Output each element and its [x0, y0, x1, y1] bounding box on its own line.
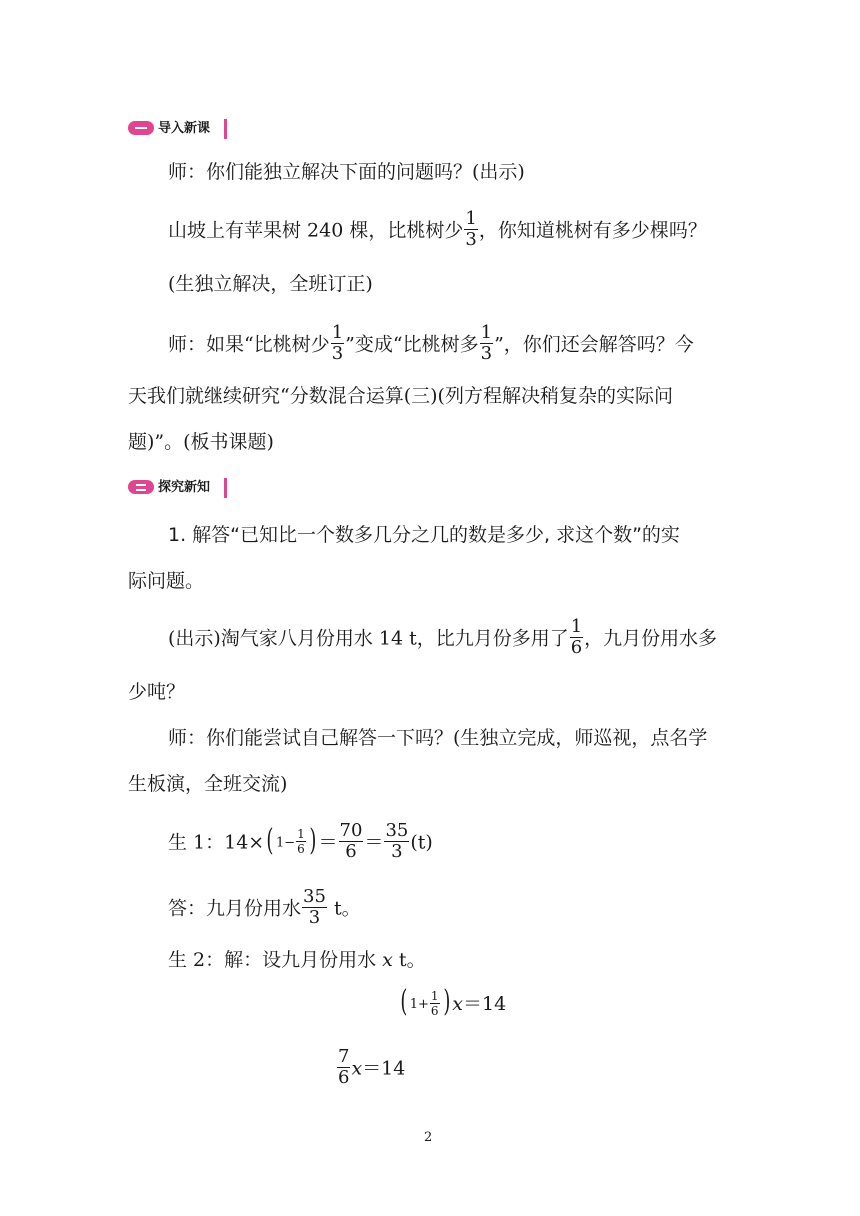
fraction-one-third: $\frac{1}{3}$	[480, 322, 493, 364]
fraction-one-third: $\frac{1}{3}$	[331, 322, 344, 364]
page-number: 2	[424, 1130, 433, 1145]
paragraph: 生板演，全班交流)	[128, 773, 288, 795]
paragraph: 山坡上有苹果树 240 棵，比桃树少 $\frac{1}{3}$ ，你知道桃树有多少棵吗？	[168, 208, 707, 250]
subheading: 际问题。	[128, 570, 205, 592]
paragraph: 师：如果“比桃树少 $\frac{1}{3}$ ”变成“比桃树多 $\frac{1}{3}$ ”，你们还会解答吗？今	[168, 322, 694, 364]
fraction-one-sixth: $\frac{1}{6}$	[297, 827, 305, 856]
paragraph: 师：你们能独立解决下面的问题吗？(出示)	[168, 161, 525, 183]
solution-line-1: 生 1：14×( 1− $\frac{1}{6}$ ) ＝ $\frac{70}{6}$ ＝ $\frac{35}{3}$ (t)	[168, 820, 433, 862]
fraction-thirtyfive-thirds: $\frac{35}{3}$	[303, 886, 326, 928]
subheading: 1. 解答“已知比一个数多几分之几的数是多少, 求这个数”的实	[168, 524, 680, 546]
solution-line-2: 生 2：解：设九月份用水 x t。	[168, 949, 426, 971]
section-divider	[224, 478, 227, 498]
fraction-one-third: $\frac{1}{3}$	[465, 208, 477, 250]
section-title-intro: 导入新课	[158, 121, 211, 136]
paragraph: (生独立解决，全班订正)	[168, 273, 373, 295]
section-title-explore: 探究新知	[158, 480, 211, 495]
paragraph: 少吨？	[128, 681, 186, 703]
fraction-one-sixth: $\frac{1}{6}$	[570, 616, 583, 658]
paragraph: 天我们就继续研究“分数混合运算(三)(列方程解决稍复杂的实际问	[128, 385, 673, 407]
paragraph: 题)”。(板书课题)	[128, 431, 274, 453]
fraction-thirtyfive-thirds: $\frac{35}{3}$	[385, 820, 409, 862]
section-number-badge-1	[128, 121, 154, 135]
fraction-seventy-sixths: $\frac{70}{6}$	[339, 820, 363, 862]
section-tag-intro	[128, 120, 238, 138]
fraction-one-sixth: $\frac{1}{6}$	[430, 988, 439, 1018]
answer-line: 答：九月份用水 $\frac{35}{3}$ t。	[168, 886, 361, 928]
paragraph: (出示)淘气家八月份用水 14 t，比九月份多用了 $\frac{1}{6}$ ，九月份用水多	[168, 616, 718, 658]
section-tag-explore	[128, 479, 238, 497]
fraction-seven-sixths: $\frac{7}{6}$	[338, 1046, 350, 1088]
equation-2: $\frac{7}{6}$ x＝14	[338, 1046, 406, 1088]
section-divider	[224, 119, 227, 139]
section-number-badge-2	[128, 480, 154, 494]
equation-1: ( 1+ $\frac{1}{6}$ ) x＝14	[400, 984, 507, 1019]
paragraph: 师：你们能尝试自己解答一下吗？(生独立完成，师巡视，点名学	[168, 727, 708, 749]
